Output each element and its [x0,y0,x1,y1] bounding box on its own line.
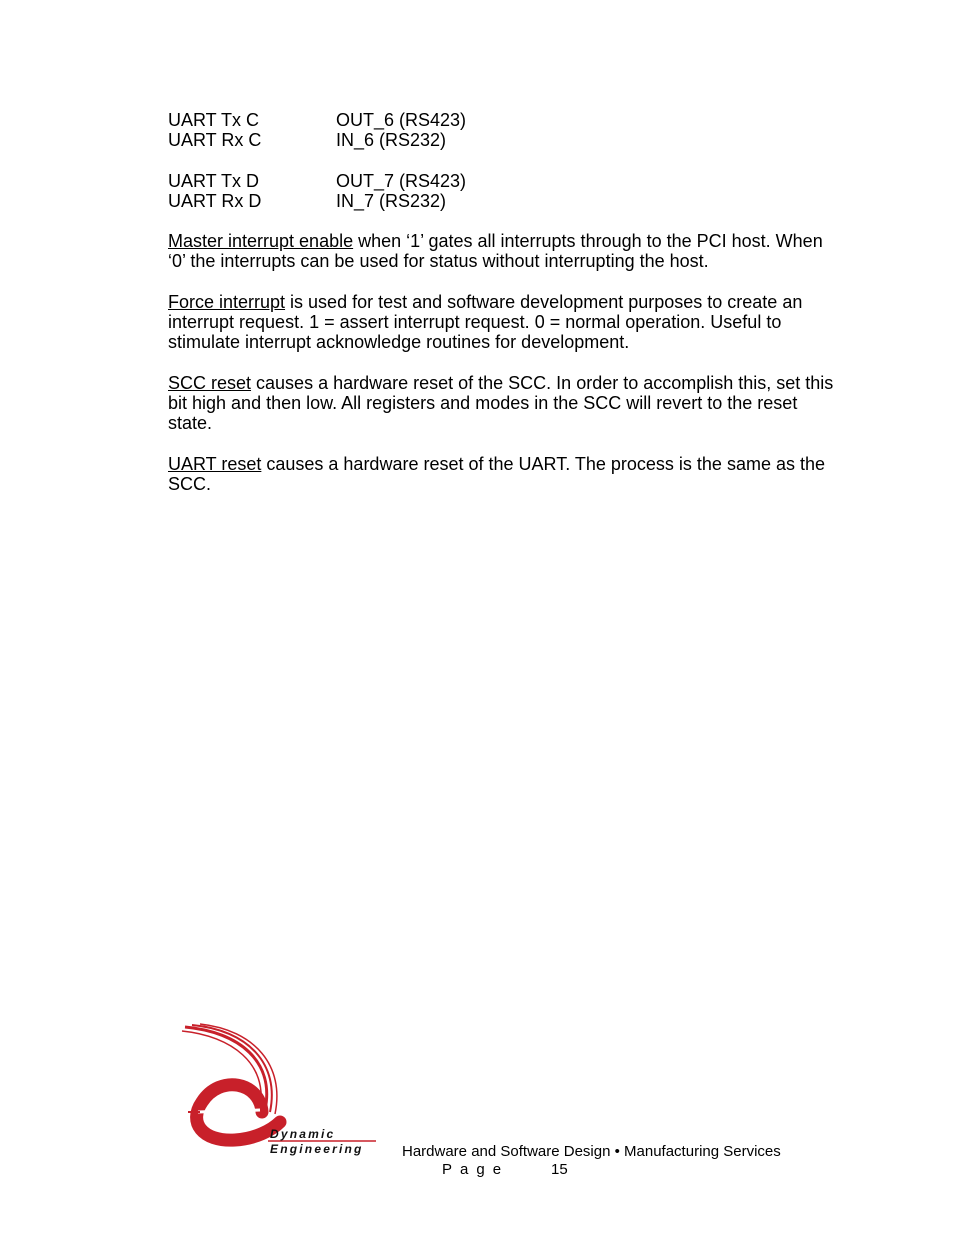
signal-name: UART Tx D [168,170,260,191]
master-interrupt-enable-description [168,231,838,272]
term-uart-reset: UART reset [168,453,262,474]
signal-row-rx-d [168,191,838,211]
logo-swoosh-icon [180,1022,380,1162]
signal-pin: OUT_6 (RS423) [336,110,467,130]
signal-pin: IN_6 (RS232) [336,130,447,151]
signal-name: UART Tx C [168,110,260,130]
force-interrupt-description [168,292,838,353]
description-text: is used for test and software development purposes to create an interrupt request. 1 = assert interrupt request. 0 = normal operation. Useful to stimulate interrupt acknowledge routines for development. [168,291,803,353]
term-scc-reset: SCC reset [168,372,252,393]
document-body [168,110,838,494]
description-text: causes a hardware reset of the SCC. In order to accomplish this, set this bit high and then low. All registers and modes in the SCC will revert to the reset state. [168,372,834,434]
term-master-interrupt-enable: Master interrupt enable [168,231,354,252]
dynamic-engineering-logo [180,1022,380,1162]
signal-row-rx-c [168,130,838,150]
uart-reset-description [168,454,838,495]
footer-tagline: Hardware and Software Design • Manufacturing Services [402,1143,781,1160]
logo-word-dynamic: Dynamic [270,1127,336,1141]
description-text: when ‘1’ gates all interrupts through to the PCI host. When ‘0’ the interrupts can be used for status without interrupting the host. [168,231,823,272]
signal-pin: IN_7 (RS232) [336,190,447,211]
term-force-interrupt: Force interrupt [168,291,286,312]
scc-reset-description [168,373,838,434]
signal-pin: OUT_7 (RS423) [336,170,467,191]
signal-name: UART Rx D [168,190,262,211]
description-text: causes a hardware reset of the UART. The process is the same as the SCC. [168,453,825,494]
signal-row-tx-d [168,171,838,191]
signal-name: UART Rx C [168,130,262,151]
logo-word-engineering: Engineering [270,1142,364,1156]
signal-row-tx-c [168,110,838,130]
footer-page-label: Page [442,1161,510,1178]
footer-page-number: 15 [551,1161,568,1178]
